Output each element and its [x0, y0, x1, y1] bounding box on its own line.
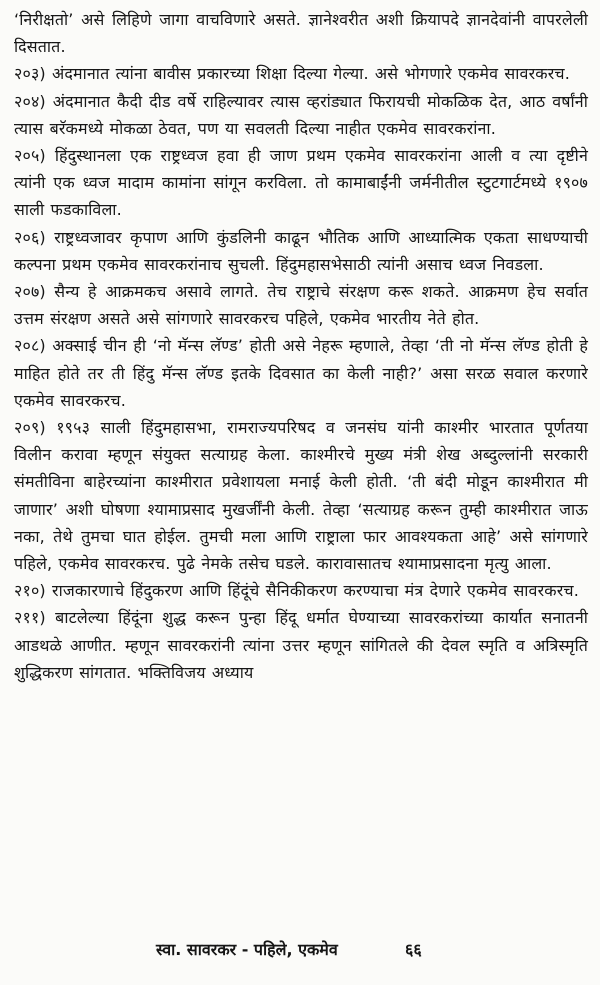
paragraph-211: २११) बाटलेल्या हिंदूंना शुद्ध करून पुन्हा हिंदू धर्मात घेण्याच्या सावरकरांच्या कार्यात सनातनी आडथळे आणीत. म्हणून सावरकरांनी त्यांना उत्तर म्हणून सांगितले की देवल स्मृति व अत्रिस्मृति शुद्धिकरण सांगतात. भक्तिविजय अध्याय [14, 608, 588, 682]
page-number: ६६ [405, 940, 422, 959]
paragraph-207: २०७) सैन्य हे आक्रमकच असावे लागते. तेच राष्ट्राचे संरक्षण करू शकते. आक्रमण हेच सर्वात उत्तम संरक्षण असते असे सांगणारे सावरकरच पहिले, एकमेव भारतीय नेते होत. [14, 282, 588, 329]
paragraph-206: २०६) राष्ट्रध्वजावर कृपाण आणि कुंडलिनी काढून भौतिक आणि आध्यात्मिक एकता साधण्याची कल्पना प्रथम एकमेव सावरकरांनाच सुचली. हिंदुमहासभेसाठी त्यांनी असाच ध्वज निवडला. [14, 227, 588, 274]
paragraph-209: २०९) १९५३ साली हिंदुमहासभा, रामराज्यपरिषद व जनसंघ यांनी काश्मीर भारतात पूर्णतया विलीन करावा म्हणून संयुक्त सत्याग्रह केला. काश्मीरचे मुख्य मंत्री शेख अब्दुल्लांनी सरकारी संमतीविना बाहेरच्यांना काश्मीरात प्रवेशायला मनाई केली होती. ‘ती बंदी मोडून काश्मीरात मी जाणार’ अशी घोषणा श्यामाप्रसाद मुखर्जींनी केली. तेव्हा ‘सत्याग्रह करून तुम्ही काश्मीरात जाऊ नका, तेथे तुमचा घात होईल. तुमची मला आणि राष्ट्राला फार आवश्यकता आहे’ असे सांगणारे पहिले, एकमेव सावरकरच. पुढे नेमके तसेच घडले. कारावासातच श्यामाप्रसादना मृत्यु आला. [14, 418, 588, 574]
paragraph-208: २०८) अक्साई चीन ही ‘नो मॅन्स लॅण्ड’ होती असे नेहरू म्हणाले, तेव्हा ‘ती नो मॅन्स लॅण्ड होती हे माहित होते तर ती हिंदु मॅन्स लॅण्ड इतके दिवसात का केली नाही?’ असा सरळ सवाल करणारे एकमेव सावरकरच. [14, 336, 588, 410]
running-footer-title: स्वा. सावरकर - पहिले, एकमेव [156, 940, 338, 959]
paragraph-continuation: ‘निरीक्षतो’ असे लिहिणे जागा वाचविणारे असते. ज्ञानेश्वरीत अशी क्रियापदे ज्ञानदेवांनी वापरलेली दिसतात. [14, 10, 588, 57]
paragraph-203: २०३) अंदमानात त्यांना बावीस प्रकारच्या शिक्षा दिल्या गेल्या. असे भोगणारे एकमेव सावरकरच. [14, 64, 570, 84]
paragraph-204: २०४) अंदमानात कैदी दीड वर्षे राहिल्यावर त्यास व्हरांड्यात फिरायची मोकळिक देत, आठ वर्षांनी त्यास बरॅकमध्ये मोकळा ठेवत, पण या सवलती दिल्या नाहीत एकमेव सावरकरांना. [14, 91, 588, 138]
paragraph-210: २१०) राजकारणाचे हिंदुकरण आणि हिंदूंचे सैनिकीकरण करण्याचा मंत्र देणारे एकमेव सावरकरच. [14, 581, 579, 601]
page-footer [0, 934, 600, 964]
paragraph-205: २०५) हिंदुस्थानला एक राष्ट्रध्वज हवा ही जाण प्रथम एकमेव सावरकरांना आली व त्या दृष्टीने त्यांनी एक ध्वज मादाम कामांना सांगून करविला. तो कामाबाईंनी जर्मनीतील स्टुटगार्टमध्ये १९०७ साली फडकाविला. [14, 146, 588, 220]
page-body [14, 6, 588, 686]
